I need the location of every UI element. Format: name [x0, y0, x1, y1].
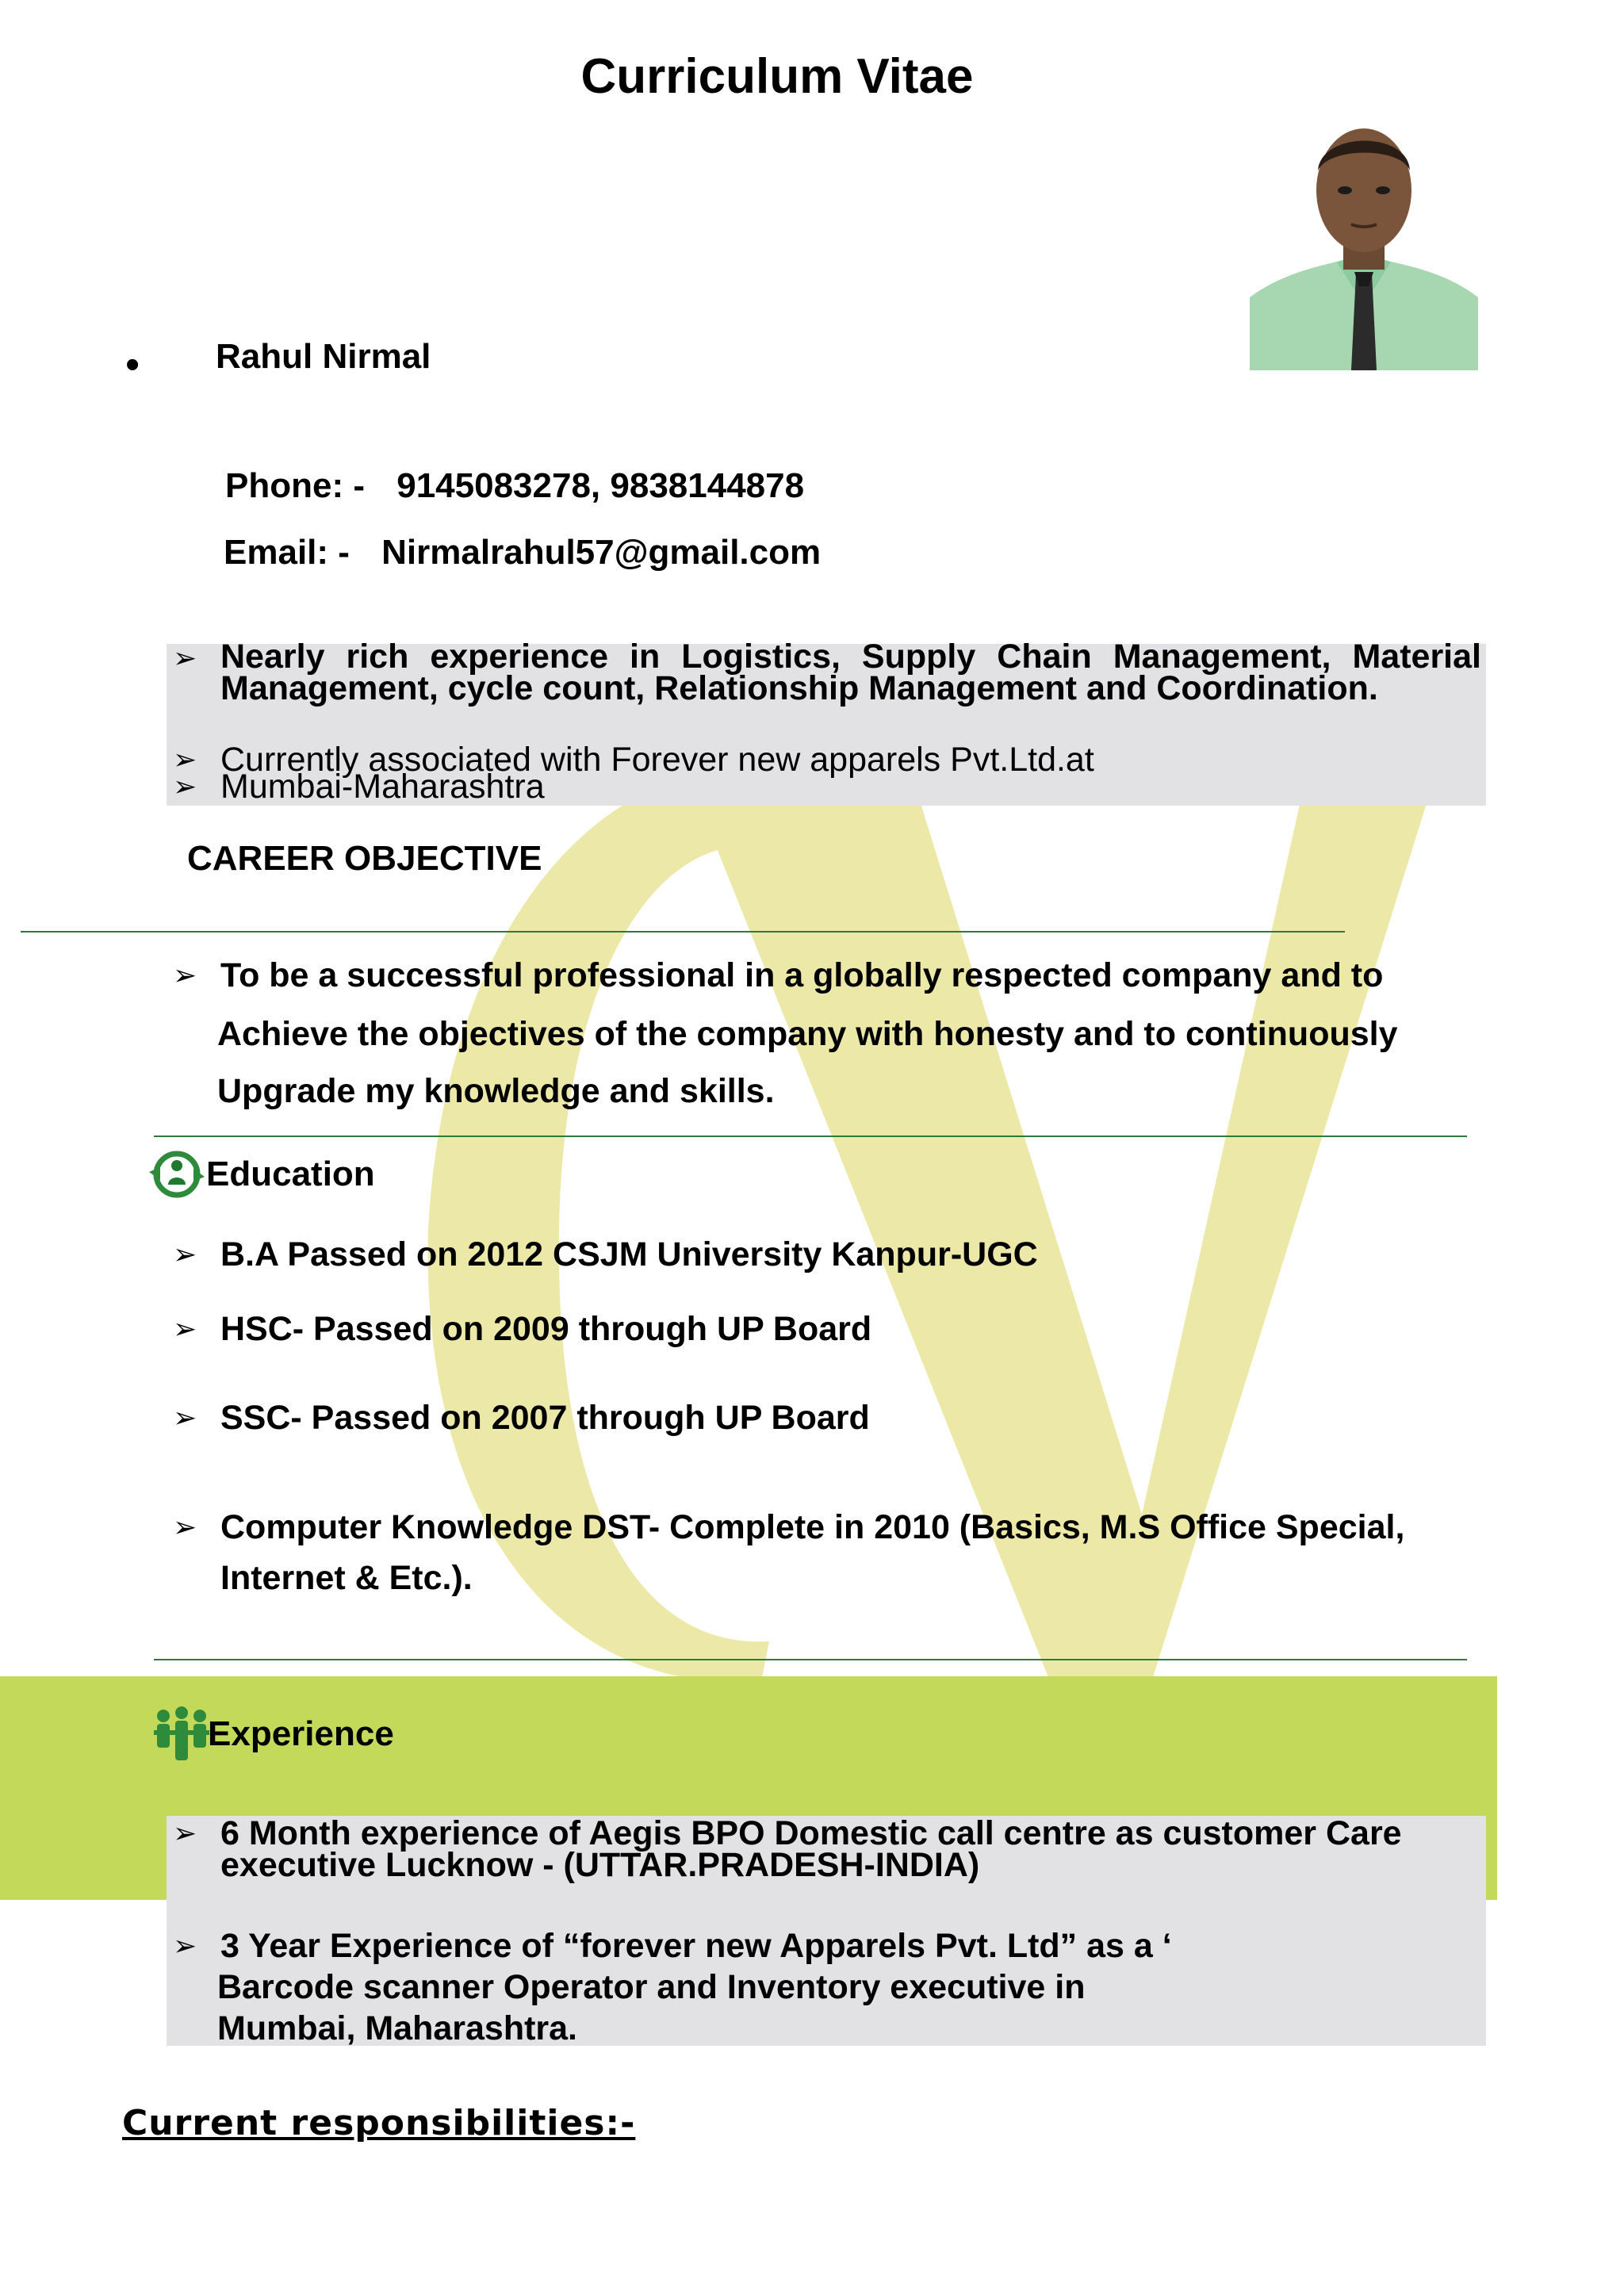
divider [154, 1659, 1467, 1660]
profile-photo [1250, 115, 1478, 370]
experience-item-2-line-2: Barcode scanner Operator and Inventory executive in [217, 1968, 1086, 2006]
experience-item-2-line-3: Mumbai, Maharashtra. [217, 2009, 577, 2047]
arrow-bullet-icon: ➢ [173, 743, 197, 776]
experience-item-1-continued: executive Lucknow - (UTTAR.PRADESH-INDIA) [220, 1846, 980, 1884]
arrow-bullet-icon: ➢ [173, 959, 197, 991]
phone-row [225, 466, 804, 506]
education-heading: Education [206, 1155, 375, 1193]
career-objective-heading: CAREER OBJECTIVE [187, 839, 542, 878]
arrow-bullet-icon: ➢ [173, 1312, 197, 1345]
education-icon [149, 1148, 205, 1201]
team-icon [154, 1706, 209, 1762]
objective-line-2: Achieve the objectives of the company with honesty and to continuously [217, 1015, 1398, 1053]
name-bullet: • [125, 342, 140, 388]
email-value: Nirmalrahul57@gmail.com [381, 533, 822, 572]
candidate-name: Rahul Nirmal [216, 337, 431, 376]
arrow-bullet-icon: ➢ [173, 1929, 197, 1962]
email-row [224, 533, 821, 573]
arrow-bullet-icon: ➢ [173, 1238, 197, 1270]
divider [154, 1136, 1467, 1137]
divider [21, 931, 1345, 933]
current-responsibilities-heading: Current responsibilities:- [122, 2103, 636, 2143]
document-title: Curriculum Vitae [580, 49, 974, 104]
experience-heading: Experience [208, 1714, 394, 1753]
objective-line-3: Upgrade my knowledge and skills. [217, 1072, 775, 1110]
email-label: Email: - [224, 533, 350, 572]
arrow-bullet-icon: ➢ [173, 1511, 197, 1543]
arrow-bullet-icon: ➢ [173, 770, 197, 802]
phone-value: 9145083278, 9838144878 [396, 466, 805, 505]
arrow-bullet-icon: ➢ [173, 641, 197, 674]
arrow-bullet-icon: ➢ [173, 1817, 197, 1849]
arrow-bullet-icon: ➢ [173, 1401, 197, 1434]
phone-label: Phone: - [225, 466, 365, 505]
education-item-continued: Internet & Etc.). [220, 1559, 473, 1597]
